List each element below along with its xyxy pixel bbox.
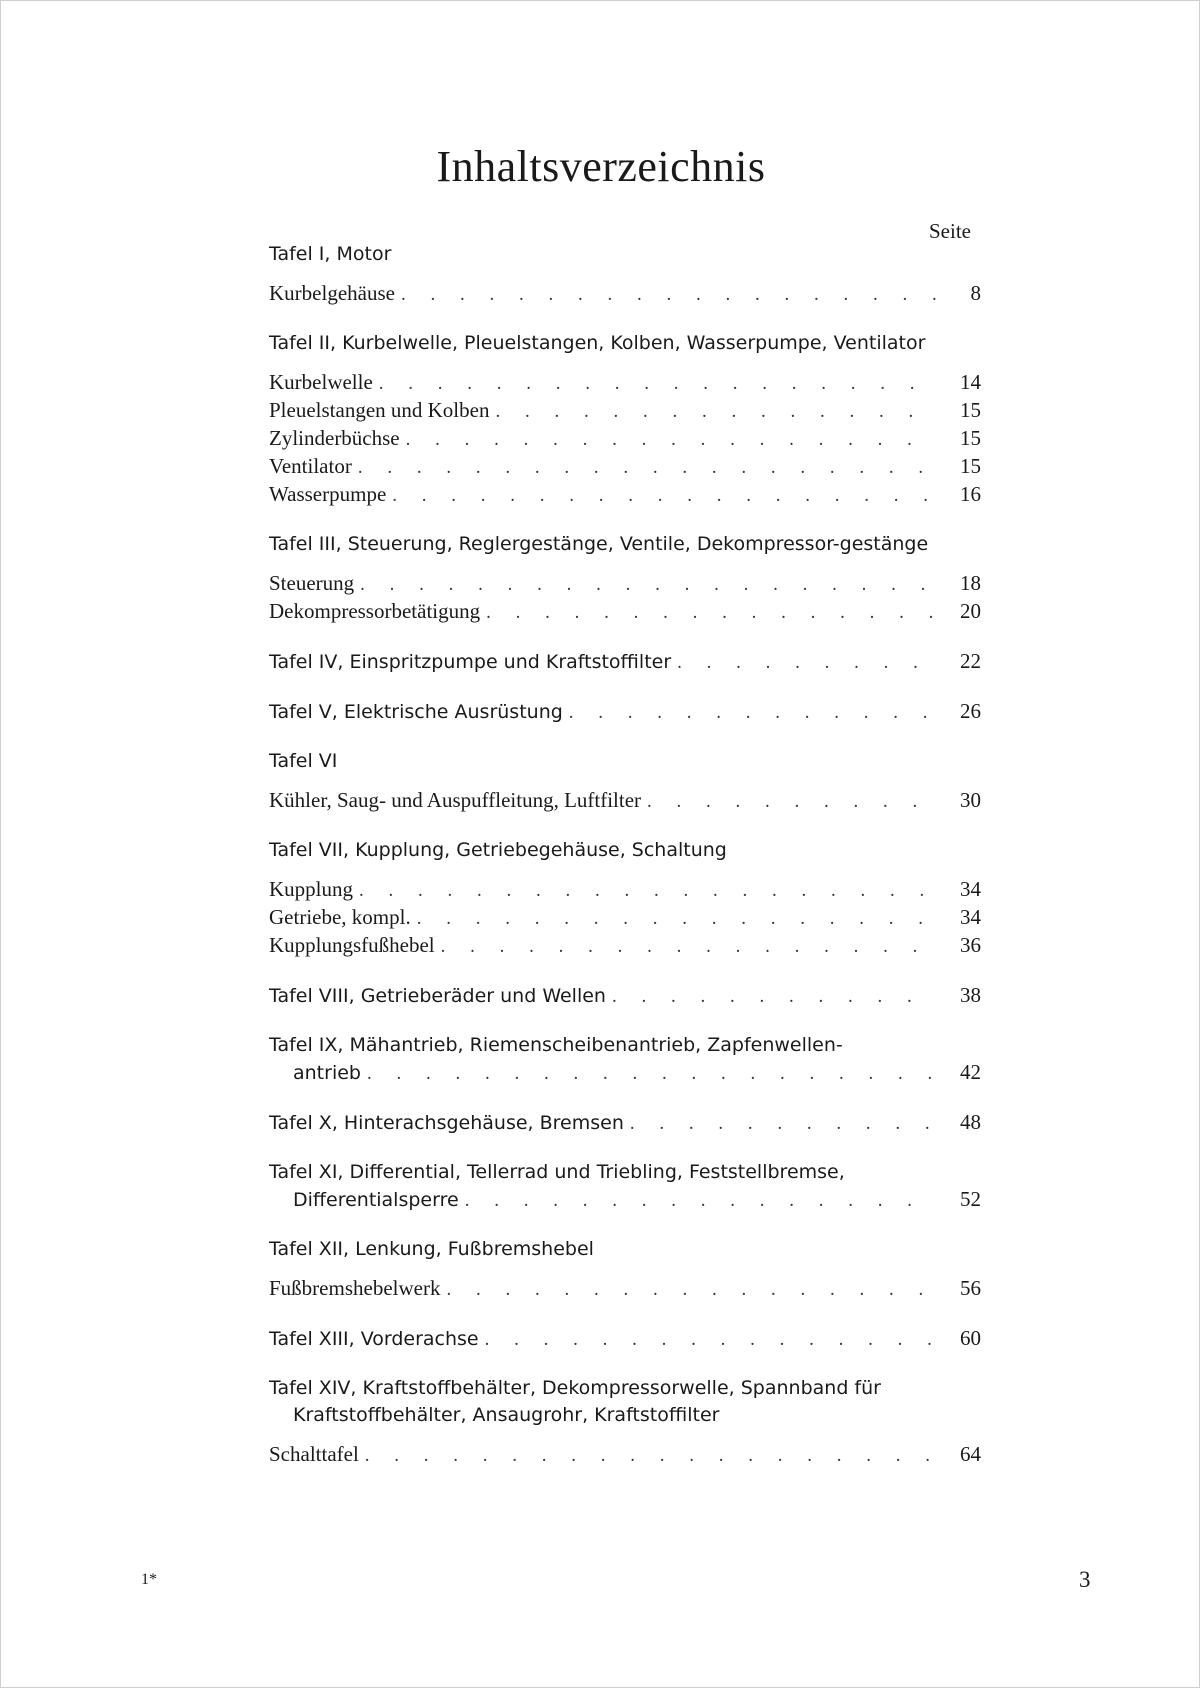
toc-entry [269, 876, 981, 904]
toc-entry-label: antrieb [293, 1062, 361, 1084]
table-of-contents [269, 241, 981, 1469]
toc-entry [269, 481, 981, 509]
toc-entry-label: Dekompressorbetätigung [269, 599, 481, 623]
toc-entry [269, 397, 981, 425]
toc-heading: Tafel III, Steuerung, Reglergestänge, Ventile, Dekompressor-gestänge [269, 533, 929, 555]
leader-dots [441, 933, 937, 960]
leader-dots [612, 983, 937, 1010]
leader-dots [446, 1276, 937, 1303]
toc-entry [269, 280, 981, 308]
leader-dots [365, 1442, 937, 1469]
toc-entry [269, 598, 981, 626]
leader-dots [647, 788, 937, 815]
toc-heading: Tafel VII, Kupplung, Getriebegehäuse, Schaltung [269, 839, 727, 861]
toc-entry-label: Differentialsperre [293, 1189, 459, 1211]
toc-heading: Tafel XIV, Kraftstoffbehälter, Dekompressorwelle, Spannband für Kraftstoffbehälter, Ansaugrohr, Kraftstoffilter [269, 1377, 881, 1426]
toc-entry-page: 60 [960, 1326, 981, 1350]
toc-entry-page: 18 [960, 571, 981, 595]
toc-entry-page: 52 [960, 1187, 981, 1211]
leader-dots [358, 454, 937, 481]
toc-entry-page: 26 [960, 699, 981, 723]
leader-dots [569, 699, 937, 726]
leader-dots [406, 426, 937, 453]
toc-entry-page: 20 [960, 599, 981, 623]
toc-entry [269, 1109, 981, 1137]
toc-entry-label: Kupplung [269, 877, 353, 901]
toc-entry-label: Wasserpumpe [269, 482, 387, 506]
toc-entry [269, 453, 981, 481]
toc-entry [269, 1325, 981, 1353]
toc-entry-page: 22 [960, 649, 981, 673]
toc-entry [269, 369, 981, 397]
leader-dots [630, 1110, 937, 1137]
leader-dots [485, 1326, 937, 1353]
toc-entry-label: Pleuelstangen und Kolben [269, 398, 490, 422]
page-title: Inhaltsverzeichnis [436, 142, 766, 191]
leader-dots [360, 571, 937, 598]
toc-entry-label: Kupplungsfußhebel [269, 933, 435, 957]
leader-dots [486, 599, 937, 626]
leader-dots [379, 370, 937, 397]
leader-dots [417, 905, 937, 932]
toc-entry-page: 34 [960, 877, 981, 901]
toc-entry [269, 570, 981, 598]
leader-dots [359, 877, 937, 904]
toc-entry-page: 56 [960, 1276, 981, 1300]
toc-entry-page: 34 [960, 905, 981, 929]
toc-entry-page: 64 [960, 1442, 981, 1466]
toc-entry-label: Schalttafel [269, 1442, 359, 1466]
toc-entry [269, 904, 981, 932]
leader-dots [367, 1060, 937, 1087]
leader-dots [392, 482, 937, 509]
toc-entry-label: Getriebe, kompl. [269, 905, 411, 929]
toc-entry-label: Kurbelgehäuse [269, 281, 395, 305]
toc-heading: Tafel VI [269, 750, 338, 772]
leader-dots [677, 649, 937, 676]
toc-entry-page: 42 [960, 1060, 981, 1084]
page-column-header: Seite [929, 219, 971, 243]
toc-entry [269, 648, 981, 676]
leader-dots [465, 1187, 937, 1214]
toc-entry-page: 38 [960, 983, 981, 1007]
toc-heading: Tafel II, Kurbelwelle, Pleuelstangen, Kolben, Wasserpumpe, Ventilator [269, 332, 926, 354]
toc-entry-label: Zylinderbüchse [269, 426, 400, 450]
toc-entry-page: 48 [960, 1110, 981, 1134]
toc-entry-page: 30 [960, 788, 981, 812]
sheet-signature: 1* [141, 1571, 157, 1588]
toc-entry-label: Fußbremshebelwerk [269, 1276, 441, 1300]
toc-heading: Tafel IX, Mähantrieb, Riemenscheibenantrieb, Zapfenwellen- [269, 1034, 843, 1056]
toc-entry [269, 425, 981, 453]
leader-dots [495, 398, 937, 425]
toc-entry [269, 1441, 981, 1469]
toc-entry-page: 15 [960, 454, 981, 478]
toc-entry [269, 1059, 981, 1087]
toc-heading: Tafel I, Motor [269, 243, 392, 265]
toc-entry-page: 14 [960, 370, 981, 394]
toc-entry [269, 932, 981, 960]
toc-entry [269, 787, 981, 815]
toc-entry [269, 1275, 981, 1303]
toc-entry-page: 15 [960, 398, 981, 422]
leader-dots [401, 281, 937, 308]
toc-entry-label: Kurbelwelle [269, 370, 373, 394]
toc-entry [269, 698, 981, 726]
toc-entry-label: Tafel IV, Einspritzpumpe und Kraftstoffilter [269, 651, 672, 673]
toc-entry [269, 982, 981, 1010]
toc-entry-label: Tafel V, Elektrische Ausrüstung [269, 701, 563, 723]
toc-entry-label: Ventilator [269, 454, 352, 478]
toc-entry-page: 36 [960, 933, 981, 957]
toc-entry [269, 1186, 981, 1214]
toc-entry-label: Tafel XIII, Vorderachse [269, 1328, 479, 1350]
toc-entry-label: Tafel X, Hinterachsgehäuse, Bremsen [269, 1112, 624, 1134]
toc-entry-page: 16 [960, 482, 981, 506]
toc-entry-page: 8 [970, 281, 981, 305]
toc-heading: Tafel XII, Lenkung, Fußbremshebel [269, 1238, 594, 1260]
toc-heading: Tafel XI, Differential, Tellerrad und Triebling, Feststellbremse, [269, 1161, 845, 1183]
toc-entry-label: Steuerung [269, 571, 355, 595]
toc-entry-page: 15 [960, 426, 981, 450]
page-number: 3 [1079, 1567, 1091, 1592]
toc-entry-label: Kühler, Saug- und Auspuffleitung, Luftfilter [269, 788, 642, 812]
toc-entry-label: Tafel VIII, Getrieberäder und Wellen [269, 985, 606, 1007]
